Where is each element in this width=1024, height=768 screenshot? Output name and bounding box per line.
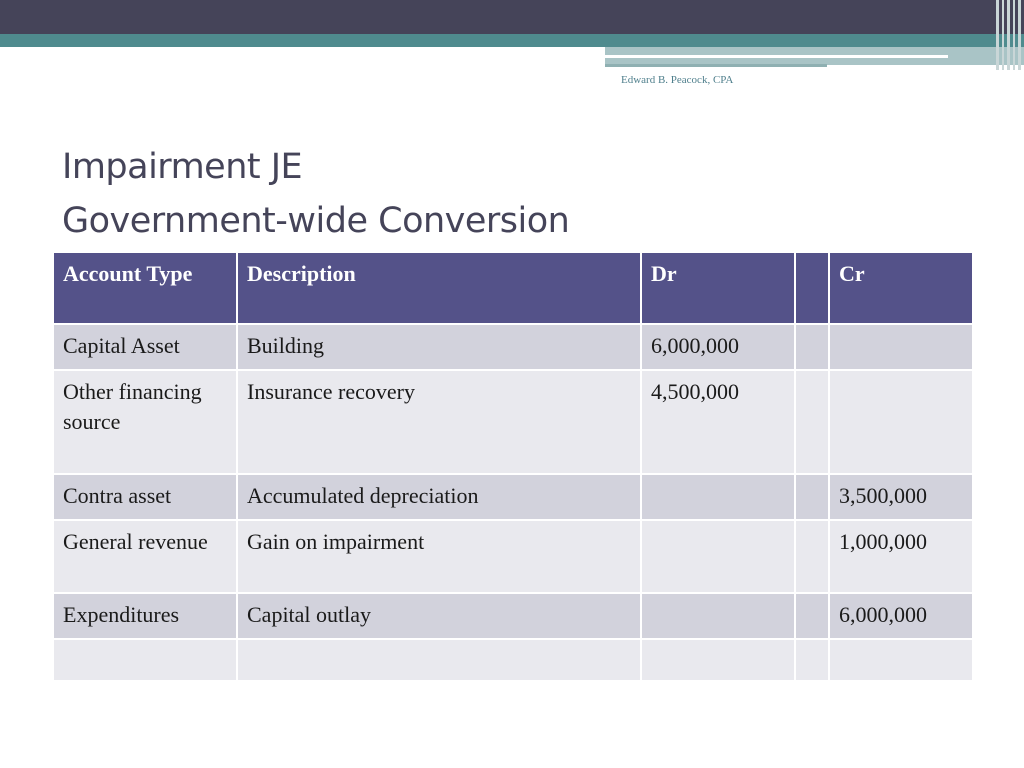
- cell-dr: [641, 593, 795, 639]
- cell-description: [237, 639, 641, 681]
- cell-description: Gain on impairment: [237, 520, 641, 593]
- cell-blank: [795, 593, 829, 639]
- cell-description: Accumulated depreciation: [237, 474, 641, 520]
- cell-description: Insurance recovery: [237, 370, 641, 474]
- header-account-type: Account Type: [53, 252, 237, 324]
- cell-account-type: General revenue: [53, 520, 237, 593]
- cell-blank: [795, 324, 829, 370]
- cell-cr: 1,000,000: [829, 520, 973, 593]
- cell-dr: 6,000,000: [641, 324, 795, 370]
- table-row: [53, 324, 973, 370]
- top-dark-bar: [0, 0, 1024, 34]
- cell-account-type: Contra asset: [53, 474, 237, 520]
- cell-cr: [829, 639, 973, 681]
- cell-blank: [795, 474, 829, 520]
- cell-account-type: [53, 639, 237, 681]
- table-row: [53, 370, 973, 474]
- header-description: Description: [237, 252, 641, 324]
- cell-dr: [641, 474, 795, 520]
- header-cr: Cr: [829, 252, 973, 324]
- cell-dr: [641, 639, 795, 681]
- cell-account-type: Expenditures: [53, 593, 237, 639]
- slide-title: [62, 140, 569, 248]
- header-dr: Dr: [641, 252, 795, 324]
- decorative-stripes: [994, 0, 1024, 70]
- header-blank: [795, 252, 829, 324]
- title-line-2: Government-wide Conversion: [62, 201, 570, 241]
- cell-cr: [829, 324, 973, 370]
- cell-blank: [795, 639, 829, 681]
- cell-account-type: Other financing source: [53, 370, 237, 474]
- cell-dr: 4,500,000: [641, 370, 795, 474]
- decorative-line: [605, 64, 827, 67]
- cell-cr: [829, 370, 973, 474]
- table-row: [53, 474, 973, 520]
- table-row: [53, 639, 973, 681]
- cell-blank: [795, 370, 829, 474]
- cell-blank: [795, 520, 829, 593]
- top-teal-bar: [0, 34, 1024, 47]
- table-row: [53, 520, 973, 593]
- cell-cr: 6,000,000: [829, 593, 973, 639]
- decorative-line: [605, 55, 948, 58]
- cell-description: Building: [237, 324, 641, 370]
- cell-account-type: Capital Asset: [53, 324, 237, 370]
- cell-description: Capital outlay: [237, 593, 641, 639]
- journal-entry-table: [52, 251, 974, 682]
- table-header-row: [53, 252, 973, 324]
- cell-dr: [641, 520, 795, 593]
- title-line-1: Impairment JE: [62, 147, 303, 187]
- author-credit: Edward B. Peacock, CPA: [621, 74, 734, 86]
- cell-cr: 3,500,000: [829, 474, 973, 520]
- table-row: [53, 593, 973, 639]
